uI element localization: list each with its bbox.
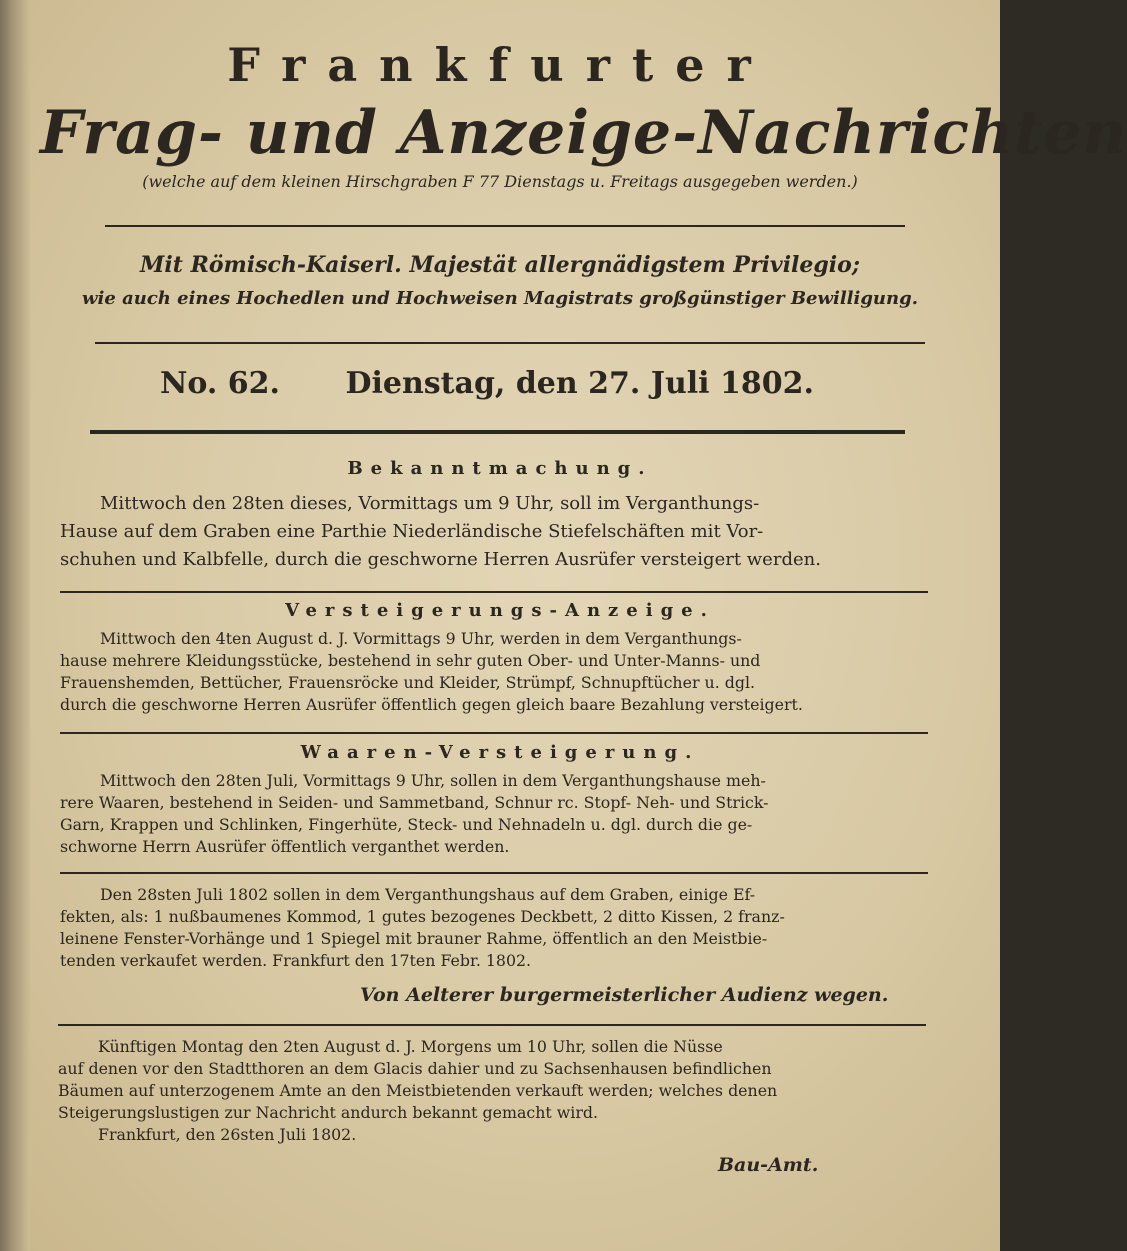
notice-signature-nuesse: Bau-Amt. <box>718 1154 819 1176</box>
notice-line: fekten, als: 1 nußbaumenes Kommod, 1 gutes bezogenes Deckbett, 2 ditto Kissen, 2 franz- <box>60 907 785 926</box>
notice-line: Frauenshemden, Bettücher, Frauensröcke und Kleider, Strümpf, Schnupftücher u. dgl. <box>60 673 756 692</box>
notice-signature-effekten: Von Aelterer burgermeisterlicher Audienz wegen. <box>360 984 889 1006</box>
issue-line <box>160 366 840 401</box>
privilege-line2: wie auch eines Hochedlen und Hochweisen Magistrats großgünstiger Bewilligung. <box>82 288 918 309</box>
masthead-subtitle: (welche auf dem kleinen Hirschgraben F 77 Dienstags u. Freitags ausgegeben werden.) <box>142 172 858 191</box>
notice-line: Künftigen Montag den 2ten August d. J. Morgens um 10 Uhr, sollen die Nüsse <box>98 1037 723 1056</box>
notice-heading-bekanntmachung: Bekanntmachung. <box>347 458 653 479</box>
privilege-line1: Mit Römisch-Kaiserl. Majestät allergnädigstem Privilegio; <box>140 252 860 278</box>
notice-line: schuhen und Kalbfelle, durch die geschworne Herren Ausrüfer versteigert werden. <box>60 549 821 570</box>
masthead-title-line2: Frag- und Anzeige-Nachrichten <box>40 98 1127 168</box>
masthead-divider <box>105 225 905 227</box>
issue-number: No. 62. <box>160 366 280 401</box>
section-divider <box>60 732 928 734</box>
notice-line: durch die geschworne Herren Ausrüfer öffentlich gegen gleich baare Bezahlung versteigert. <box>60 695 803 714</box>
notice-body-bekanntmachung <box>60 490 930 574</box>
section-divider <box>58 1024 926 1026</box>
masthead-title-line1: Frankfurter <box>227 38 773 92</box>
notice-line: Mittwoch den 28ten dieses, Vormittags um 9 Uhr, soll im Verganthungs- <box>100 493 760 514</box>
page-gutter-shadow <box>0 0 30 1251</box>
notice-body-nuesse <box>58 1036 928 1146</box>
notice-body-effekten <box>60 884 930 972</box>
notice-body-waaren <box>60 770 930 858</box>
notice-line: rere Waaren, bestehend in Seiden- und Sammetband, Schnur rc. Stopf- Neh- und Strick- <box>60 793 769 812</box>
notice-line: Frankfurt, den 26sten Juli 1802. <box>98 1125 357 1144</box>
section-divider <box>60 872 928 874</box>
issue-date: Dienstag, den 27. Juli 1802. <box>345 366 814 401</box>
notice-line: hause mehrere Kleidungsstücke, bestehend in sehr guten Ober- und Unter-Manns- und <box>60 651 761 670</box>
notice-line: Garn, Krappen und Schlinken, Fingerhüte, Steck- und Nehnadeln u. dgl. durch die ge- <box>60 815 753 834</box>
notice-line: Den 28sten Juli 1802 sollen in dem Verganthungshaus auf dem Graben, einige Ef- <box>100 885 756 904</box>
notice-heading-waaren: Waaren-Versteigerung. <box>300 742 700 763</box>
notice-heading-versteigerung: Versteigerungs-Anzeige. <box>285 600 715 621</box>
notice-line: Bäumen auf unterzogenem Amte an den Meistbietenden verkauft werden; welches denen <box>58 1081 778 1100</box>
notice-body-versteigerung <box>60 628 930 716</box>
notice-line: Mittwoch den 4ten August d. J. Vormittags 9 Uhr, werden in dem Verganthungs- <box>100 629 742 648</box>
notice-line: Steigerungslustigen zur Nachricht andurch bekannt gemacht wird. <box>58 1103 599 1122</box>
notice-line: schworne Herrn Ausrüfer öffentlich verganthet werden. <box>60 837 510 856</box>
privilege-divider <box>95 342 925 344</box>
notice-line: tenden verkaufet werden. Frankfurt den 17ten Febr. 1802. <box>60 951 532 970</box>
section-divider <box>60 591 928 593</box>
notice-line: Mittwoch den 28ten Juli, Vormittags 9 Uhr, sollen in dem Verganthungshause meh- <box>100 771 766 790</box>
issue-divider <box>90 430 905 434</box>
notice-line: leinene Fenster-Vorhänge und 1 Spiegel mit brauner Rahme, öffentlich an den Meistbie- <box>60 929 768 948</box>
notice-line: auf denen vor den Stadtthoren an dem Glacis dahier und zu Sachsenhausen befindlichen <box>58 1059 772 1078</box>
notice-line: Hause auf dem Graben eine Parthie Niederländische Stiefelschäften mit Vor- <box>60 521 764 542</box>
